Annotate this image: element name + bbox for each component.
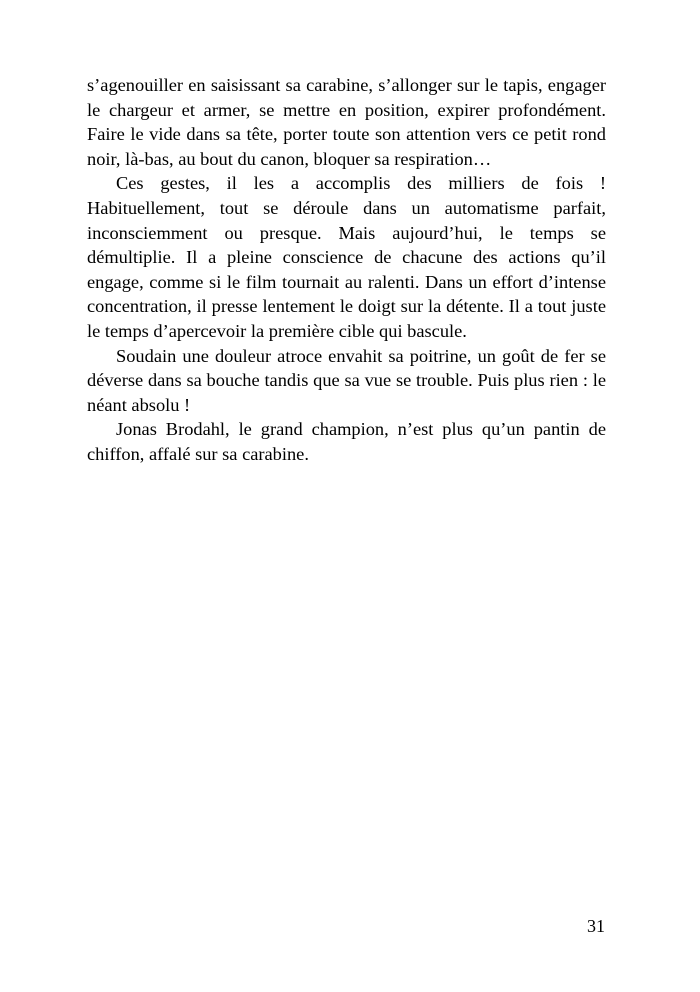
page-number: 31 xyxy=(587,916,605,936)
paragraph-continuation: s’agenouiller en saisissant sa carabine, s’allonger sur le tapis, engager le chargeur et armer, se mettre en position, expirer profondément. Faire le vide dans sa tête, porter toute son attention vers ce petit rond noir, là-bas, au bout du canon, bloquer sa respiration… xyxy=(87,75,606,169)
paragraph-champion: Jonas Brodahl, le grand champion, n’est plus qu’un pantin de chiffon, affalé sur sa carabine. xyxy=(87,419,606,464)
paragraph-gestures: Ces gestes, il les a accomplis des milliers de fois ! Habituellement, tout se déroule dans un automatisme parfait, inconsciemment ou presque. Mais aujourd’hui, le temps se démultiplie. Il a pleine conscience de chacune des actions qu’il engage, comme si le film tournait au ralenti. Dans un effort d’intense concentration, il presse lentement le doigt sur la détente. Il a tout juste le temps d’apercevoir la première cible qui bascule. xyxy=(87,173,606,341)
body-text xyxy=(87,73,606,467)
paragraph-pain: Soudain une douleur atroce envahit sa poitrine, un goût de fer se déverse dans sa bouche tandis que sa vue se trouble. Puis plus rien : le néant absolu ! xyxy=(87,345,606,415)
